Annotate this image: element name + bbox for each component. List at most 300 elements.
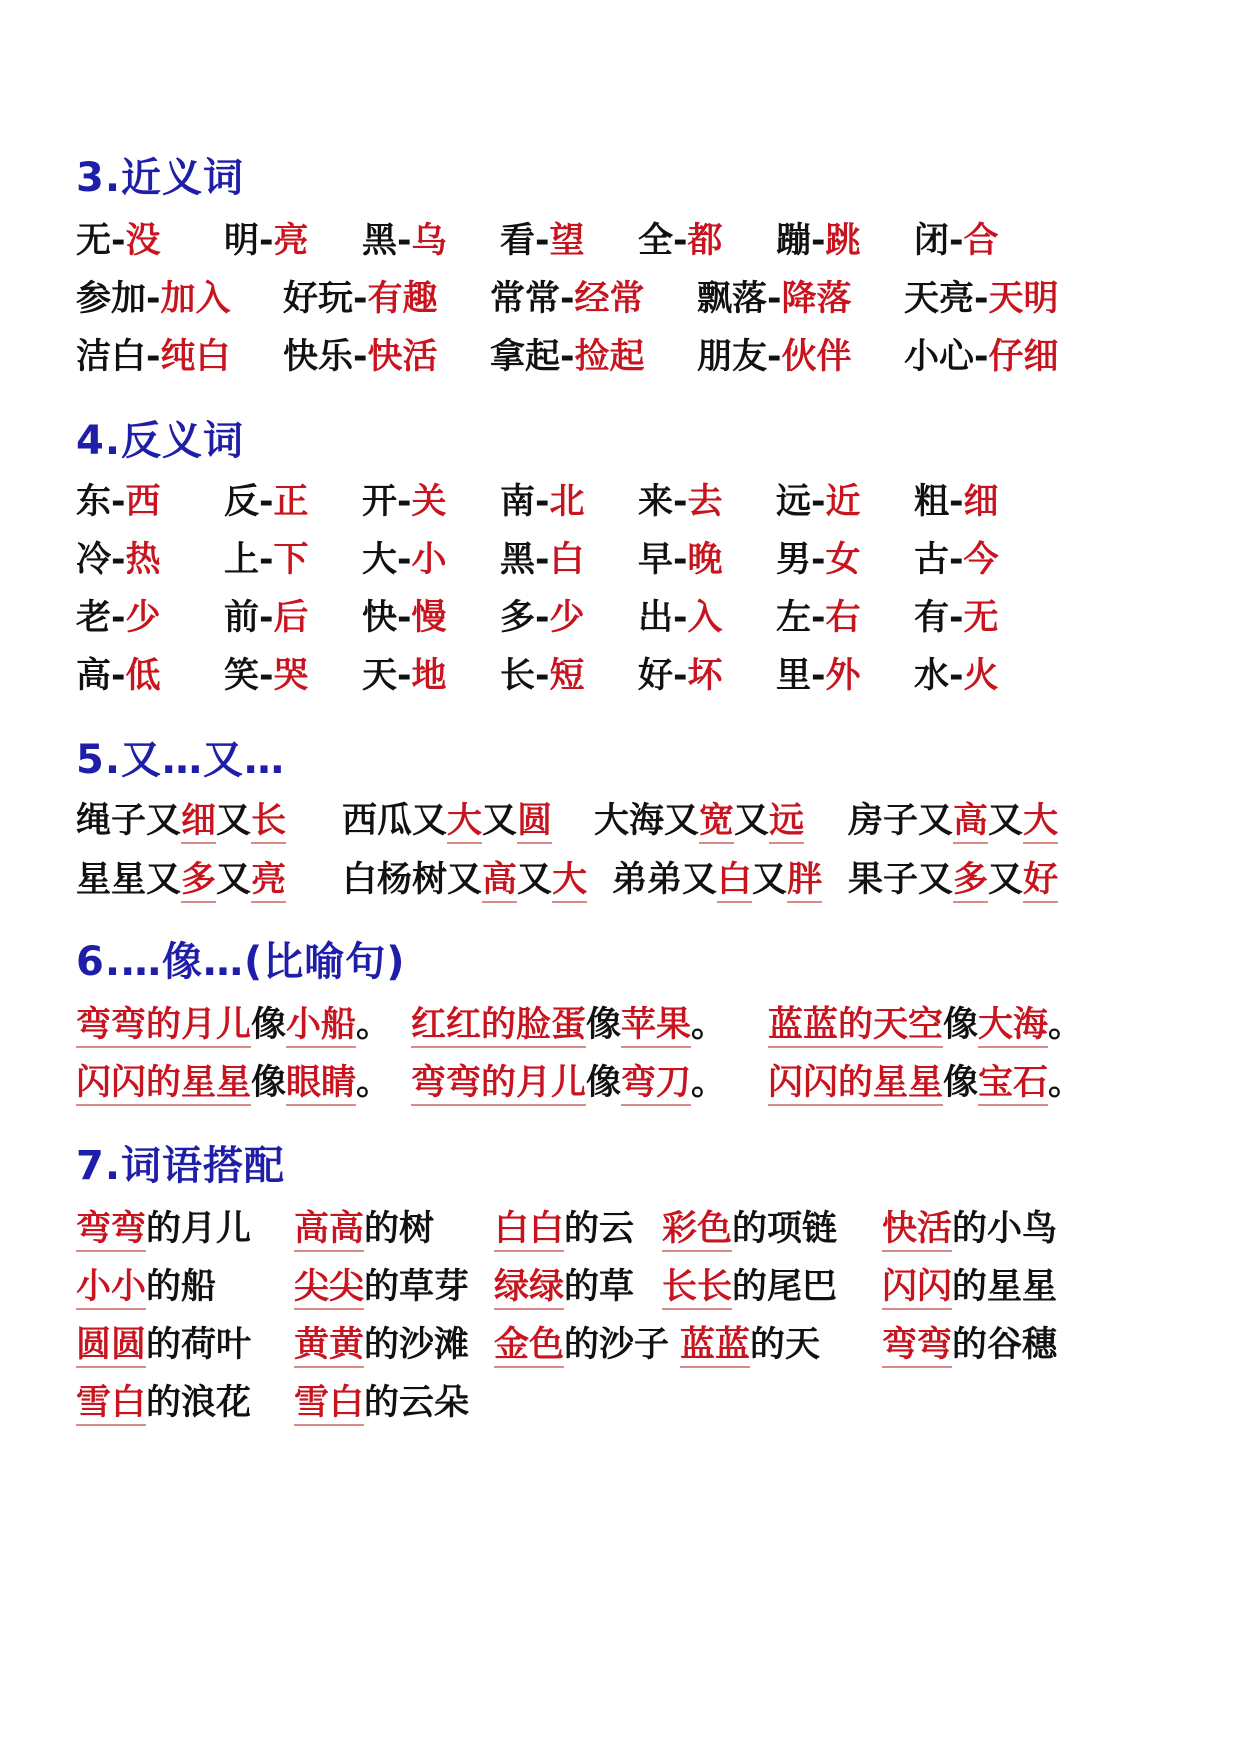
you-phrase: [848, 797, 1058, 845]
connector: 又: [412, 801, 448, 841]
word: 快乐: [283, 337, 354, 377]
noun-phrase: 的天: [750, 1325, 821, 1365]
modifier: 小小: [76, 1267, 146, 1310]
word-pair: [283, 275, 438, 323]
answer-word: 低: [125, 656, 161, 696]
connector: 又: [988, 801, 1024, 841]
answer-word: 仔细: [988, 337, 1059, 377]
modifier: 尖尖: [294, 1267, 364, 1310]
word: 参加: [76, 279, 147, 319]
answer-word: 纯白: [160, 337, 231, 377]
dash: -: [949, 598, 964, 638]
dash: -: [397, 221, 412, 261]
collocation: [494, 1263, 634, 1311]
simile-object: 眼睛: [286, 1063, 356, 1106]
answer-word: 都: [687, 221, 723, 261]
period: 。: [1048, 1063, 1084, 1103]
modifier: 彩色: [662, 1209, 732, 1252]
answer-word: 降落: [781, 279, 852, 319]
word-pair: [283, 333, 438, 381]
word-pair: [362, 217, 447, 265]
word-pair: [362, 478, 447, 526]
answer-word: 少: [125, 598, 161, 638]
you-phrase: [76, 856, 286, 904]
answer-word: 加入: [160, 279, 231, 319]
word: 老: [76, 598, 112, 638]
s4-row: [0, 536, 1241, 584]
word: 多: [500, 598, 536, 638]
dash: -: [673, 656, 688, 696]
dash: -: [146, 337, 161, 377]
word: 冷: [76, 540, 112, 580]
word: 蹦: [776, 221, 812, 261]
word: 常常: [490, 279, 561, 319]
answer-word: 大: [552, 860, 587, 903]
subject: 大海: [594, 801, 665, 841]
noun-phrase: 的沙子: [564, 1325, 670, 1365]
answer-word: 右: [825, 598, 861, 638]
dash: -: [111, 598, 126, 638]
modifier: 绿绿: [494, 1267, 564, 1310]
dash: -: [535, 221, 550, 261]
word-pair: [776, 594, 861, 642]
word-pair: [500, 536, 585, 584]
connector: 又: [918, 801, 954, 841]
heading-collocation: 7.词语搭配: [76, 1143, 286, 1189]
answer-word: 白: [717, 860, 752, 903]
dash: -: [535, 540, 550, 580]
answer-word: 白: [549, 540, 585, 580]
word-pair: [224, 652, 309, 700]
word: 拿起: [490, 337, 561, 377]
word-pair: [776, 652, 861, 700]
word: 长: [500, 656, 536, 696]
answer-word: 女: [825, 540, 861, 580]
noun-phrase: 的尾巴: [732, 1267, 838, 1307]
answer-word: 少: [549, 598, 585, 638]
connector: 像: [586, 1005, 622, 1045]
simile-sentence: [411, 1059, 726, 1107]
word-pair: [904, 333, 1059, 381]
dash: -: [146, 279, 161, 319]
word: 东: [76, 482, 112, 522]
word: 古: [914, 540, 950, 580]
word: 飘落: [697, 279, 768, 319]
answer-word: 西: [125, 482, 161, 522]
collocation: [882, 1263, 1057, 1311]
subject: 星星: [76, 860, 147, 900]
answer-word: 没: [125, 221, 161, 261]
s7-row: [0, 1263, 1241, 1311]
answer-word: 近: [825, 482, 861, 522]
word: 水: [914, 656, 950, 696]
connector: 像: [586, 1063, 622, 1103]
word: 快: [362, 598, 398, 638]
answer-word: 大: [1023, 801, 1058, 844]
answer-word: 正: [273, 482, 309, 522]
dash: -: [767, 279, 782, 319]
word-pair: [914, 217, 999, 265]
dash: -: [397, 656, 412, 696]
connector: 像: [943, 1005, 979, 1045]
modifier: 长长: [662, 1267, 732, 1310]
word: 无: [76, 221, 112, 261]
subject: 西瓜: [342, 801, 413, 841]
word-pair: [224, 478, 309, 526]
modifier: 快活: [882, 1209, 952, 1252]
you-phrase: [848, 856, 1058, 904]
answer-word: 捡起: [574, 337, 645, 377]
subject: 白杨树: [342, 860, 448, 900]
dash: -: [259, 221, 274, 261]
collocation: [882, 1205, 1057, 1253]
word-pair: [224, 536, 309, 584]
connector: 又: [682, 860, 718, 900]
noun-phrase: 的草芽: [364, 1267, 470, 1307]
word-pair: [76, 652, 161, 700]
subject: 房子: [848, 801, 919, 841]
dash: -: [767, 337, 782, 377]
word-pair: [490, 275, 645, 323]
connector: 像: [251, 1005, 287, 1045]
word-pair: [224, 217, 309, 265]
collocation: [76, 1321, 251, 1369]
word-pair: [914, 478, 999, 526]
modifier: 闪闪: [882, 1267, 952, 1310]
s7-row: [0, 1205, 1241, 1253]
word-pair: [914, 536, 999, 584]
answer-word: 慢: [411, 598, 447, 638]
word: 男: [776, 540, 812, 580]
simile-subject: 弯弯的月儿: [411, 1063, 586, 1106]
connector: 像: [251, 1063, 287, 1103]
answer-word: 有趣: [367, 279, 438, 319]
period: 。: [356, 1063, 392, 1103]
simile-subject: 弯弯的月儿: [76, 1005, 251, 1048]
word-pair: [500, 217, 585, 265]
word-pair: [500, 478, 585, 526]
dash: -: [673, 482, 688, 522]
dash: -: [259, 656, 274, 696]
dash: -: [353, 337, 368, 377]
simile-subject: 闪闪的星星: [76, 1063, 251, 1106]
collocation: [680, 1321, 820, 1369]
word: 上: [224, 540, 260, 580]
word: 早: [638, 540, 674, 580]
word-pair: [76, 594, 161, 642]
dash: -: [259, 482, 274, 522]
dash: -: [535, 656, 550, 696]
noun-phrase: 的星星: [952, 1267, 1058, 1307]
word: 南: [500, 482, 536, 522]
noun-phrase: 的荷叶: [146, 1325, 252, 1365]
word: 黑: [500, 540, 536, 580]
dash: -: [259, 598, 274, 638]
word-pair: [500, 594, 585, 642]
connector: 又: [482, 801, 518, 841]
answer-word: 晚: [687, 540, 723, 580]
noun-phrase: 的沙滩: [364, 1325, 470, 1365]
word: 有: [914, 598, 950, 638]
connector: 又: [216, 801, 252, 841]
connector: 像: [943, 1063, 979, 1103]
noun-phrase: 的云朵: [364, 1383, 470, 1423]
dash: -: [353, 279, 368, 319]
answer-word: 望: [549, 221, 585, 261]
word: 小心: [904, 337, 975, 377]
modifier: 弯弯: [882, 1325, 952, 1368]
simile-subject: 红红的脸蛋: [411, 1005, 586, 1048]
dash: -: [811, 598, 826, 638]
word: 来: [638, 482, 674, 522]
s4-row: [0, 594, 1241, 642]
subject: 弟弟: [612, 860, 683, 900]
answer-word: 下: [273, 540, 309, 580]
answer-word: 入: [687, 598, 723, 638]
simile-subject: 闪闪的星星: [768, 1063, 943, 1106]
simile-object: 弯刀: [621, 1063, 691, 1106]
noun-phrase: 的树: [364, 1209, 435, 1249]
answer-word: 哭: [273, 656, 309, 696]
word-pair: [697, 333, 852, 381]
modifier: 金色: [494, 1325, 564, 1368]
s6-row: [0, 1001, 1241, 1049]
period: 。: [691, 1063, 727, 1103]
s5-row: [0, 797, 1241, 845]
heading-antonyms: 4.反义词: [76, 418, 245, 464]
connector: 又: [146, 801, 182, 841]
word: 全: [638, 221, 674, 261]
answer-word: 关: [411, 482, 447, 522]
word-pair: [224, 594, 309, 642]
dash: -: [811, 482, 826, 522]
answer-word: 短: [549, 656, 585, 696]
modifier: 弯弯: [76, 1209, 146, 1252]
simile-object: 宝石: [978, 1063, 1048, 1106]
noun-phrase: 的项链: [732, 1209, 838, 1249]
dash: -: [560, 337, 575, 377]
answer-word: 亮: [251, 860, 286, 903]
answer-word: 胖: [787, 860, 822, 903]
you-phrase: [342, 856, 587, 904]
word: 粗: [914, 482, 950, 522]
word-pair: [776, 217, 861, 265]
modifier: 雪白: [76, 1383, 146, 1426]
s3-row: [0, 217, 1241, 265]
answer-word: 乌: [411, 221, 447, 261]
modifier: 白白: [494, 1209, 564, 1252]
word-pair: [776, 478, 861, 526]
connector: 又: [216, 860, 252, 900]
simile-sentence: [76, 1059, 391, 1107]
dash: -: [111, 656, 126, 696]
s5-row: [0, 856, 1241, 904]
word: 天: [362, 656, 398, 696]
subject: 绳子: [76, 801, 147, 841]
word-pair: [76, 275, 231, 323]
noun-phrase: 的草: [564, 1267, 635, 1307]
word-pair: [76, 217, 161, 265]
collocation: [294, 1263, 469, 1311]
answer-word: 伙伴: [781, 337, 852, 377]
modifier: 高高: [294, 1209, 364, 1252]
word: 朋友: [697, 337, 768, 377]
dash: -: [397, 598, 412, 638]
answer-word: 火: [963, 656, 999, 696]
answer-word: 北: [549, 482, 585, 522]
collocation: [294, 1379, 469, 1427]
s7-row: [0, 1379, 1241, 1427]
word: 闭: [914, 221, 950, 261]
modifier: 黄黄: [294, 1325, 364, 1368]
word: 洁白: [76, 337, 147, 377]
modifier: 蓝蓝: [680, 1325, 750, 1368]
connector: 又: [447, 860, 483, 900]
dash: -: [397, 540, 412, 580]
answer-word: 细: [963, 482, 999, 522]
noun-phrase: 的小鸟: [952, 1209, 1058, 1249]
word-pair: [76, 333, 231, 381]
word: 远: [776, 482, 812, 522]
answer-word: 跳: [825, 221, 861, 261]
simile-object: 大海: [978, 1005, 1048, 1048]
word-pair: [638, 478, 723, 526]
noun-phrase: 的月儿: [146, 1209, 252, 1249]
word-pair: [697, 275, 852, 323]
dash: -: [111, 482, 126, 522]
dash: -: [111, 221, 126, 261]
answer-word: 宽: [699, 801, 734, 844]
word: 左: [776, 598, 812, 638]
word: 开: [362, 482, 398, 522]
collocation: [882, 1321, 1057, 1369]
word-pair: [776, 536, 861, 584]
answer-word: 细: [181, 801, 216, 844]
heading-synonyms: 3.近义词: [76, 155, 245, 201]
collocation: [76, 1205, 251, 1253]
word: 看: [500, 221, 536, 261]
word-pair: [76, 536, 161, 584]
answer-word: 圆: [517, 801, 552, 844]
s7-row: [0, 1321, 1241, 1369]
simile-sentence: [76, 1001, 391, 1049]
simile-object: 苹果: [621, 1005, 691, 1048]
dash: -: [974, 337, 989, 377]
s4-row: [0, 652, 1241, 700]
answer-word: 热: [125, 540, 161, 580]
word-pair: [914, 652, 999, 700]
word: 高: [76, 656, 112, 696]
answer-word: 后: [273, 598, 309, 638]
answer-word: 天明: [988, 279, 1059, 319]
answer-word: 去: [687, 482, 723, 522]
answer-word: 远: [769, 801, 804, 844]
answer-word: 好: [1023, 860, 1058, 903]
modifier: 圆圆: [76, 1325, 146, 1368]
dash: -: [397, 482, 412, 522]
word: 好: [638, 656, 674, 696]
answer-word: 合: [963, 221, 999, 261]
collocation: [76, 1379, 251, 1427]
word: 天亮: [904, 279, 975, 319]
you-phrase: [594, 797, 804, 845]
simile-object: 小船: [286, 1005, 356, 1048]
word: 反: [224, 482, 260, 522]
collocation: [294, 1205, 434, 1253]
collocation: [76, 1263, 216, 1311]
simile-sentence: [768, 1059, 1083, 1107]
answer-word: 坏: [687, 656, 723, 696]
dash: -: [811, 656, 826, 696]
simile-sentence: [411, 1001, 726, 1049]
word-pair: [500, 652, 585, 700]
period: 。: [356, 1005, 392, 1045]
s3-row: [0, 333, 1241, 381]
answer-word: 多: [953, 860, 988, 903]
answer-word: 高: [482, 860, 517, 903]
collocation: [662, 1263, 837, 1311]
dash: -: [949, 656, 964, 696]
simile-subject: 蓝蓝的天空: [768, 1005, 943, 1048]
dash: -: [111, 540, 126, 580]
collocation: [494, 1321, 669, 1369]
collocation: [494, 1205, 634, 1253]
noun-phrase: 的船: [146, 1267, 217, 1307]
connector: 又: [734, 801, 770, 841]
noun-phrase: 的云: [564, 1209, 635, 1249]
word: 笑: [224, 656, 260, 696]
connector: 又: [752, 860, 788, 900]
word: 明: [224, 221, 260, 261]
word: 大: [362, 540, 398, 580]
answer-word: 小: [411, 540, 447, 580]
word: 出: [638, 598, 674, 638]
s4-row: [0, 478, 1241, 526]
answer-word: 大: [447, 801, 482, 844]
answer-word: 高: [953, 801, 988, 844]
collocation: [294, 1321, 469, 1369]
word-pair: [638, 594, 723, 642]
dash: -: [949, 482, 964, 522]
dash: -: [560, 279, 575, 319]
word-pair: [638, 652, 723, 700]
dash: -: [811, 221, 826, 261]
answer-word: 外: [825, 656, 861, 696]
connector: 又: [146, 860, 182, 900]
s3-row: [0, 275, 1241, 323]
answer-word: 地: [411, 656, 447, 696]
word: 好玩: [283, 279, 354, 319]
subject: 果子: [848, 860, 919, 900]
answer-word: 今: [963, 540, 999, 580]
period: 。: [691, 1005, 727, 1045]
answer-word: 多: [181, 860, 216, 903]
answer-word: 经常: [574, 279, 645, 319]
you-phrase: [342, 797, 552, 845]
connector: 又: [517, 860, 553, 900]
dash: -: [673, 221, 688, 261]
answer-word: 长: [251, 801, 286, 844]
word-pair: [914, 594, 999, 642]
answer-word: 快活: [367, 337, 438, 377]
connector: 又: [918, 860, 954, 900]
dash: -: [974, 279, 989, 319]
you-phrase: [612, 856, 822, 904]
word-pair: [362, 594, 447, 642]
connector: 又: [664, 801, 700, 841]
word: 里: [776, 656, 812, 696]
connector: 又: [988, 860, 1024, 900]
